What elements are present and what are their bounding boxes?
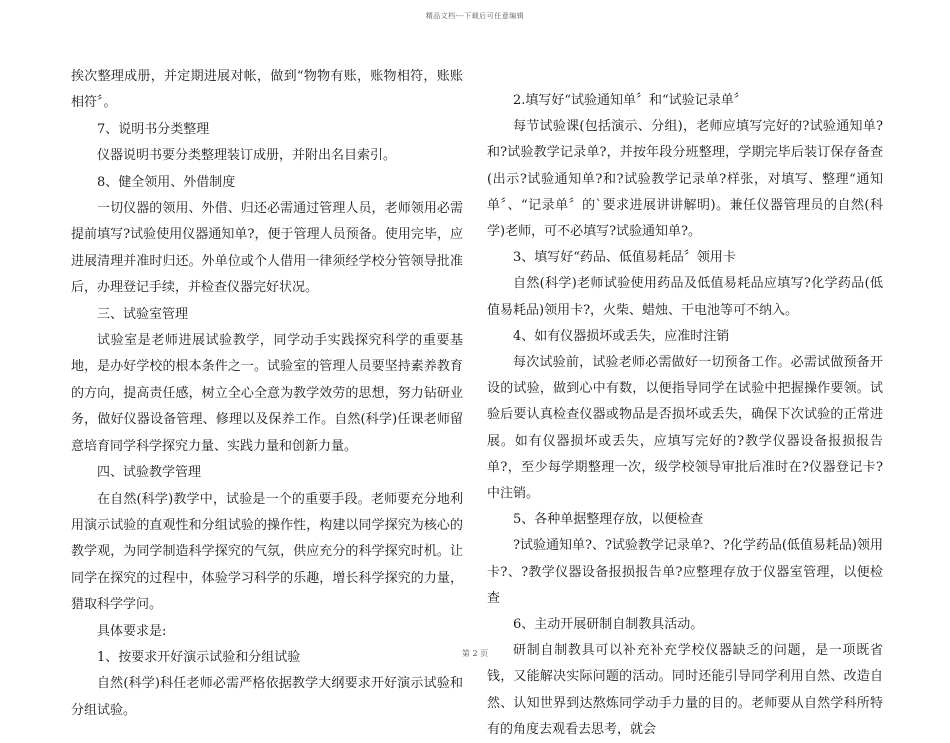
paragraph: 试验室是老师进展试验教学，同学动手实践探究科学的重要基地，是办好学校的根本条件之一。试验室的管理人员要坚持素养教育的方向，提高责任感，树立全心全意为教学效劳的思想，努力钻研业务，做好仪器设备管理、修理以及保养工作。自然(科学)任课老师留意培育同学科学探究力量、实践力量和创新力量。: [71, 333, 463, 454]
paragraph: 研制自制教具可以补充补充学校仪器缺乏的问题，是一项既省钱，又能解决实际问题的活动。同时还能引导同学利用自然、改造自然、认知世界到达熬炼同学动手力量的目的。老师要从自然学科所特有的角度去观看去思考，就会: [487, 643, 883, 737]
section-heading: 5、各种单据整理存放，以便检查: [513, 512, 704, 528]
section-heading: 1、按要求开好演示试验和分组试验: [97, 649, 301, 665]
paragraph: 每节试验课(包括演示、分组)，老师应填写完好的?试验通知单?和?试验教学记录单?，并按年段分班整理，学期完毕后装订保存备查(出示?试验通知单?和?试验教学记录单?样张，对填写、整理“通知单〞、“记录单〞的`要求进展讲讲解明)。兼任仪器管理员的自然(科学)老师，可不必填写?试验通知单?。: [487, 119, 883, 240]
paragraph: 自然(科学)科任老师必需严格依据教学大纲要求开好演示试验和分组试验。: [71, 676, 463, 718]
section-heading: 三、试验室管理: [97, 306, 189, 322]
right-column: [487, 88, 883, 743]
section-heading: 3、填写好“药品、低值易耗品〞领用卡: [513, 250, 736, 266]
section-heading: 4、如有仪器损坏或丢失，应准时注销: [513, 328, 730, 344]
paragraph: 仪器说明书要分类整理装订成册，并附出名目索引。: [97, 148, 397, 164]
section-heading: 6、主动开展研制自制教具活动。: [513, 617, 704, 633]
page-header: 精品文档---下载后可任意编辑: [425, 12, 525, 20]
section-heading: 2.填写好“试验通知单〞和“试验记录单〞: [513, 93, 747, 108]
section-heading: 7、说明书分类整理: [97, 121, 210, 137]
section-heading: 四、试验教学管理: [97, 465, 202, 481]
left-column: [71, 64, 463, 724]
paragraph: ?试验通知单?、?试验教学记录单?、?化学药品(低值易耗品)领用卡?、?教学仪器设备报损报告单?应整理存放于仪器室管理，以便检查: [487, 538, 883, 606]
paragraph: 具体要求是:: [97, 623, 167, 639]
paragraph: 每次试验前，试验老师必需做好一切预备工作。必需试做预备开设的试验，做到心中有数，以便指导同学在试验中把握操作要领。试验后要认真检查仪器或物品是否损坏或丢失，确保下次试验的正常进展。如有仪器损坏或丢失，应填写完好的?教学仪器设备报损报告单?，至少每学期整理一次，级学校领导审批后准时在?仪器登记卡?中注销。: [487, 355, 883, 502]
paragraph: 一切仪器的领用、外借、归还必需通过管理人员，老师领用必需提前填写?试验使用仪器通知单?，便于管理人员预备。使用完毕，应进展清理并准时归还。外单位或个人借用一律须经学校分管领导批准后，办理登记手续，并检查仪器完好状况。: [71, 201, 463, 296]
paragraph: 自然(科学)老师试验使用药品及低值易耗品应填写?化学药品(低值易耗品)领用卡?，火柴、蜡烛、干电池等可不纳入。: [487, 276, 883, 318]
page-number: 第 2 页: [461, 649, 489, 658]
paragraph: 在自然(科学)教学中，试验是一个的重要手段。老师要充分地利用演示试验的直观性和分组试验的操作性，构建以同学探究为核心的教学观，为同学制造科学探究的气氛，供应充分的科学探究时机。让同学在探究的过程中，体验学习科学的乐趣，增长科学探究的力量，猎取科学学问。: [71, 491, 463, 613]
paragraph: 挨次整理成册，并定期进展对帐，做到“物物有账，账物相符，账账相符〞。: [71, 69, 463, 111]
section-heading: 8、健全领用、外借制度: [97, 174, 236, 190]
